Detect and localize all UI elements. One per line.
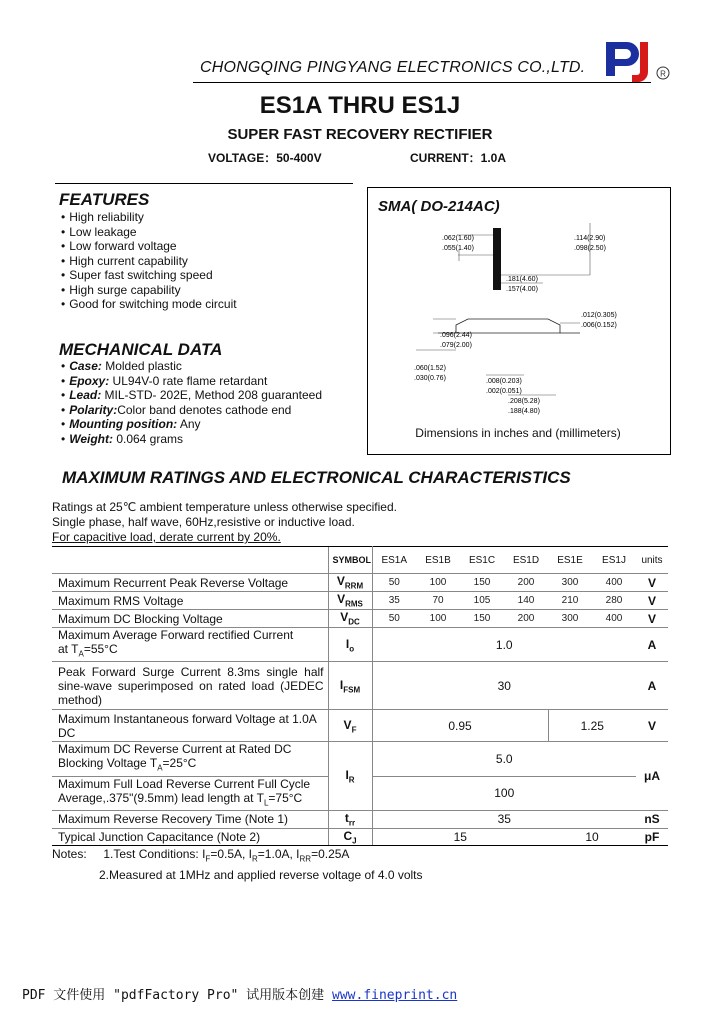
package-body-side (456, 319, 560, 333)
current-spec: CURRENT：1.0A (410, 151, 507, 165)
value-cell: 300 (548, 610, 592, 628)
feature-item: • Super fast switching speed (61, 268, 237, 283)
mech-item-polarity: • Polarity:Color band denotes cathode end (61, 403, 322, 418)
ratings-heading: MAXIMUM RATINGS AND ELECTRONICAL CHARACTERISTICS (62, 468, 571, 487)
value-cell: 10 (548, 828, 636, 845)
value-cell: 140 (504, 592, 548, 610)
dim-f2: .030(0.76) (414, 375, 446, 382)
header-symbol: SYMBOL (328, 547, 372, 574)
table-row-vrrm (52, 574, 668, 592)
dim-a1: .062(1.60) (442, 235, 474, 242)
header-blank (52, 547, 328, 574)
header-part: ES1A (372, 547, 416, 574)
value-cell: 200 (504, 610, 548, 628)
unit-cell: nS (636, 811, 668, 828)
param-label: Maximum Reverse Recovery Time (Note 1) (52, 811, 328, 828)
table-row-ir-25c (52, 742, 668, 776)
note-2: 2.Measured at 1MHz and applied reverse voltage of 4.0 volts (99, 868, 423, 883)
unit-cell: pF (636, 828, 668, 845)
svg-text:R: R (660, 69, 666, 79)
unit-cell: V (636, 574, 668, 592)
feature-item: • High surge capability (61, 283, 237, 298)
value-cell: 150 (460, 610, 504, 628)
notes-block (52, 846, 423, 883)
features-list (61, 210, 237, 312)
ratings-note-3: For capacitive load, derate current by 20%. (52, 530, 281, 544)
value-cell: 1.0 (372, 628, 636, 662)
voltage-spec: VOLTAGE：50-400V (208, 151, 322, 165)
feature-item: • High current capability (61, 254, 237, 269)
value-cell: 35 (372, 811, 636, 828)
feature-item: • Good for switching mode circuit (61, 297, 237, 312)
mech-item-epoxy: • Epoxy: UL94V-0 rate flame retardant (61, 374, 322, 389)
header-part: ES1J (592, 547, 636, 574)
table-row-vrms (52, 592, 668, 610)
value-cell: 100 (416, 610, 460, 628)
pdf-footer (22, 984, 457, 1003)
table-header-row (52, 547, 668, 574)
note-1: Notes: 1.Test Conditions: $I_F=0.5A$, $I_R=1.0A$, $I_{RR}=0.25A$ (52, 847, 350, 864)
dim-h1: .208(5.28) (508, 398, 540, 405)
features-rule (55, 183, 353, 184)
table-row-io (52, 628, 668, 662)
package-outline-diagram (368, 215, 668, 420)
value-cell: 280 (592, 592, 636, 610)
value-cell: 50 (372, 574, 416, 592)
value-cell: 5.0 (372, 742, 636, 776)
unit-cell: A (636, 628, 668, 662)
table-row-vdc (52, 610, 668, 628)
param-label: Maximum Full Load Reverse Current Full Cycle Average,.375"(9.5mm) lead length at $T_L=75^\circ C$ (52, 776, 328, 810)
value-cell: 105 (460, 592, 504, 610)
table-row-vf (52, 710, 668, 742)
header-rule (193, 82, 651, 83)
value-cell: 100 (416, 574, 460, 592)
value-cell: 1.25 (548, 710, 636, 742)
dim-c2: .157(4.00) (506, 286, 538, 293)
value-cell: 15 (372, 828, 548, 845)
header-part: ES1D (504, 547, 548, 574)
dim-c1: .181(4.60) (506, 276, 538, 283)
param-label: Typical Junction Capacitance (Note 2) (52, 828, 328, 845)
dim-h2: .188(4.80) (508, 408, 540, 415)
company-name: CHONGQING PINGYANG ELECTRONICS CO.,LTD. (200, 59, 586, 76)
table-row-trr (52, 811, 668, 828)
footer-text: PDF 文件使用 "pdfFactory Pro" 试用版本创建 (22, 988, 333, 1003)
param-label: Maximum Instantaneous forward Voltage at 1.0A DC (52, 710, 328, 742)
table-row-ifsm (52, 662, 668, 710)
value-cell: 400 (592, 610, 636, 628)
param-label: Maximum Recurrent Peak Reverse Voltage (52, 574, 328, 592)
dim-f1: .060(1.52) (414, 365, 446, 372)
dim-b2: .098(2.50) (574, 245, 606, 252)
value-cell: 0.95 (372, 710, 548, 742)
cathode-band (493, 228, 501, 290)
unit-cell: V (636, 610, 668, 628)
param-label: Maximum DC Reverse Current at Rated DC Blocking Voltage $T_A=25^\circ C$ (52, 742, 328, 776)
mech-item-case: • Case: Molded plastic (61, 359, 322, 374)
value-cell: 150 (460, 574, 504, 592)
header-part: ES1E (548, 547, 592, 574)
footer-link[interactable]: www.fineprint.cn (332, 988, 458, 1003)
mech-item-weight: • Weight: 0.064 grams (61, 432, 322, 447)
mech-item-mounting: • Mounting position: Any (61, 417, 322, 432)
value-cell: 200 (504, 574, 548, 592)
mech-item-lead: • Lead: MIL-STD- 202E, Method 208 guaranteed (61, 388, 322, 403)
company-logo (604, 40, 674, 86)
page-subtitle: SUPER FAST RECOVERY RECTIFIER (227, 126, 493, 143)
feature-item: • Low leakage (61, 225, 237, 240)
symbol-cell: $V_F$ (328, 710, 372, 742)
package-caption: Dimensions in inches and (millimeters) (415, 426, 621, 440)
value-cell: 30 (372, 662, 636, 710)
symbol-cell: $I_o$ (328, 628, 372, 662)
dim-e2: .079(2.00) (440, 342, 472, 349)
unit-cell: A (636, 662, 668, 710)
dim-b1: .114(2.90) (574, 235, 606, 242)
feature-item: • High reliability (61, 210, 237, 225)
unit-cell: μA (636, 742, 668, 811)
symbol-cell: $I_R$ (328, 742, 372, 811)
feature-item: • Low forward voltage (61, 239, 237, 254)
dim-a2: .055(1.40) (442, 245, 474, 252)
value-cell: 210 (548, 592, 592, 610)
param-label: Maximum RMS Voltage (52, 592, 328, 610)
header-part: ES1C (460, 547, 504, 574)
features-heading: FEATURES (59, 190, 150, 209)
dim-d1: .012(0.305) (581, 312, 617, 319)
symbol-cell: $V_{RMS}$ (328, 592, 372, 610)
header-units: units (636, 547, 668, 574)
symbol-cell: $I_{FSM}$ (328, 662, 372, 710)
ratings-note-1: Ratings at 25℃ ambient temperature unless otherwise specified. (52, 500, 397, 514)
value-cell: 50 (372, 610, 416, 628)
ratings-conditions (52, 500, 397, 545)
value-cell: 100 (372, 776, 636, 810)
symbol-cell: $t_{rr}$ (328, 811, 372, 828)
param-label: Maximum Average Forward rectified Current at $T_A=55^\circ C$ (52, 628, 328, 662)
value-cell: 300 (548, 574, 592, 592)
dim-d2: .006(0.152) (581, 322, 617, 329)
dim-e1: .096(2.44) (440, 332, 472, 339)
symbol-cell: $C_J$ (328, 828, 372, 845)
unit-cell: V (636, 710, 668, 742)
value-cell: 400 (592, 574, 636, 592)
unit-cell: V (636, 592, 668, 610)
param-label: Peak Forward Surge Current 8.3ms single half sine-wave superimposed on rated load (JEDEC method) (52, 662, 328, 710)
ratings-table (52, 546, 668, 846)
value-cell: 70 (416, 592, 460, 610)
package-title: SMA( DO-214AC) (378, 198, 500, 215)
header-part: ES1B (416, 547, 460, 574)
dim-g2: .002(0.051) (486, 388, 522, 395)
ratings-note-2: Single phase, half wave, 60Hz,resistive or inductive load. (52, 515, 355, 529)
symbol-cell: $V_{RRM}$ (328, 574, 372, 592)
dim-g1: .008(0.203) (486, 378, 522, 385)
value-cell: 35 (372, 592, 416, 610)
symbol-cell: $V_{DC}$ (328, 610, 372, 628)
table-row-cj (52, 828, 668, 845)
mechanical-heading: MECHANICAL DATA (59, 340, 223, 359)
mechanical-list (61, 359, 322, 446)
param-label: Maximum DC Blocking Voltage (52, 610, 328, 628)
page-title: ES1A THRU ES1J (259, 92, 461, 119)
